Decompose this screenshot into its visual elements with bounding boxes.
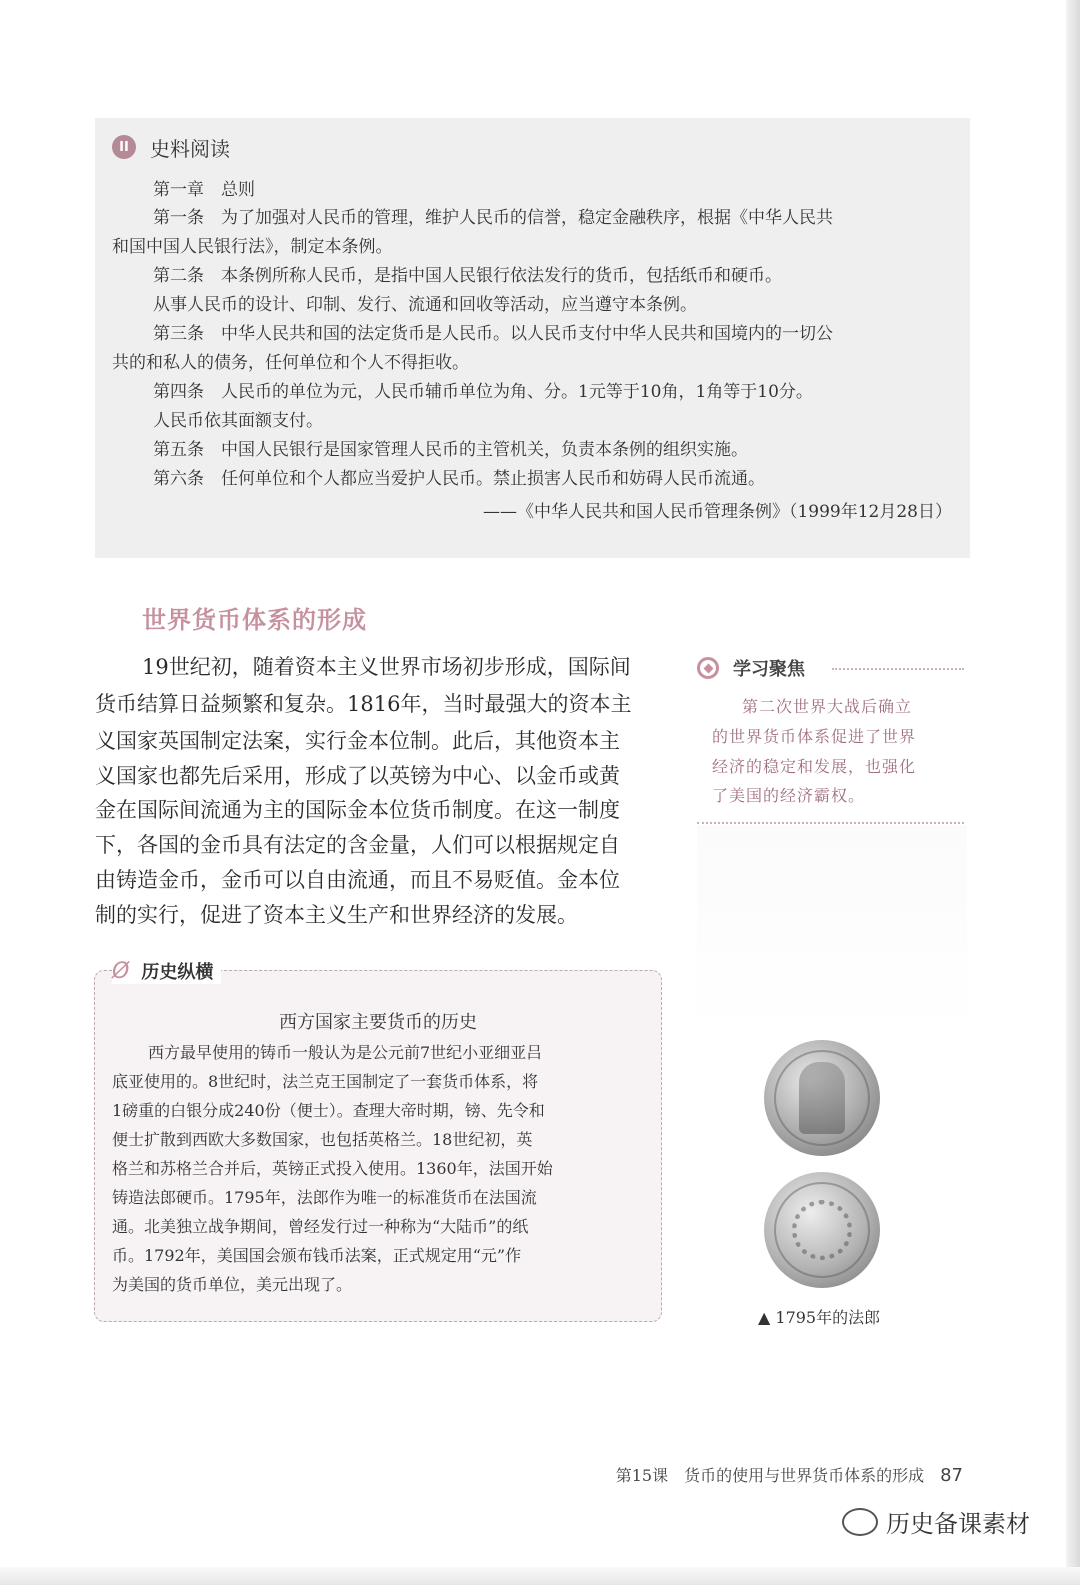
body-text-line: 下，各国的金币具有法定的含金量，人们可以根据规定自 [95,833,620,857]
history-text-line: 底亚使用的。8世纪时，法兰克王国制定了一套货币体系，将 [112,1072,539,1091]
focus-target-icon [697,657,719,679]
source-reading-icon: II [112,135,136,159]
coin-reverse-image [764,1172,880,1288]
watermark-text: 历史备课素材 [886,1510,1030,1538]
source-line: 第五条 中国人民银行是国家管理人民币的主管机关，负责本条例的组织实施。 [153,440,748,460]
source-line: 第一章 总则 [153,180,255,200]
page-bottom-edge [0,1567,1080,1585]
watermark [842,1504,1030,1539]
focus-text-line: 第二次世界大战后确立 [742,697,913,716]
body-text-line: 制的实行，促进了资本主义生产和世界经济的发展。 [95,903,578,927]
history-text-line: 1磅重的白银分成240份（便士）。查理大帝时期，镑、先令和 [112,1101,545,1120]
source-line: 人民币依其面额支付。 [153,411,323,431]
section-title: 世界货币体系的形成 [142,606,367,634]
page-edge [1066,0,1080,1585]
source-reading-title: 史料阅读 [150,136,230,161]
focus-bottom-divider [697,822,964,824]
source-line: 第二条 本条例所称人民币，是指中国人民银行依法发行的货币，包括纸币和硬币。 [153,266,782,286]
body-text-line: 义国家也都先后采用，形成了以英镑为中心、以金币或黄 [95,764,620,788]
history-panorama-icon: Ø [112,958,130,984]
body-text-line: 19世纪初，随着资本主义世界市场初步形成，国际间 [142,655,631,679]
wechat-icon [842,1508,878,1536]
history-text-line: 铸造法郎硬币。1795年，法郎作为唯一的标准货币在法国流 [112,1188,537,1207]
source-line: 第四条 人民币的单位为元，人民币辅币单位为角、分。1元等于10角，1角等于10分。 [153,382,813,402]
footer-lesson-title: 第15课 货币的使用与世界货币体系的形成 [615,1466,925,1485]
figure-caption: ▲ 1795年的法郎 [758,1308,881,1327]
source-line: 第一条 为了加强对人民币的管理，维护人民币的信誉，稳定金融秩序，根据《中华人民共 [153,208,833,228]
history-text-line: 通。北美独立战争期间，曾经发行过一种称为“大陆币”的纸 [112,1217,529,1236]
page-footer [616,1463,963,1486]
source-reading-header [112,132,230,162]
focus-text-line: 的世界货币体系促进了世界 [712,727,917,746]
history-panorama-subtitle: 西方国家主要货币的历史 [279,1012,477,1033]
history-text-line: 西方最早使用的铸币一般认为是公元前7世纪小亚细亚吕 [148,1043,543,1062]
history-panorama-header [112,958,221,984]
focus-text-line: 经济的稳定和发展，也强化 [712,757,917,776]
history-text-line: 币。1792年，美国国会颁布钱币法案，正式规定用“元”作 [112,1246,522,1265]
history-text-line: 格兰和苏格兰合并后，英镑正式投入使用。1360年，法国开始 [112,1159,553,1178]
focus-divider [832,668,964,670]
sidebar-blank-area [697,825,967,1040]
coin-obverse-image [764,1040,880,1156]
source-line: 从事人民币的设计、印制、发行、流通和回收等活动，应当遵守本条例。 [153,295,697,315]
body-text-line: 金在国际间流通为主的国际金本位货币制度。在这一制度 [95,798,620,822]
learning-focus-header [697,655,805,681]
history-text-line: 便士扩散到西欧大多数国家，也包括英格兰。18世纪初，英 [112,1130,533,1149]
source-line: 第六条 任何单位和个人都应当爱护人民币。禁止损害人民币和妨碍人民币流通。 [153,469,765,489]
page-number: 87 [940,1465,963,1486]
learning-focus-title: 学习聚焦 [733,659,805,680]
source-line: 和国中国人民银行法》，制定本条例。 [112,237,393,257]
source-line: 共的和私人的债务，任何单位和个人不得拒收。 [112,353,469,373]
body-text-line: 货币结算日益频繁和复杂。1816年，当时最强大的资本主 [95,692,632,716]
source-citation: ——《中华人民共和国人民币管理条例》（1999年12月28日） [482,502,952,522]
body-text-line: 由铸造金币，金币可以自由流通，而且不易贬值。金本位 [95,868,620,892]
source-line: 第三条 中华人民共和国的法定货币是人民币。以人民币支付中华人民共和国境内的一切公 [153,324,833,344]
body-text-line: 义国家英国制定法案，实行金本位制。此后，其他资本主 [95,729,620,753]
focus-text-line: 了美国的经济霸权。 [712,786,866,805]
history-text-line: 为美国的货币单位，美元出现了。 [112,1275,353,1294]
history-panorama-title: 历史纵横 [141,962,214,983]
